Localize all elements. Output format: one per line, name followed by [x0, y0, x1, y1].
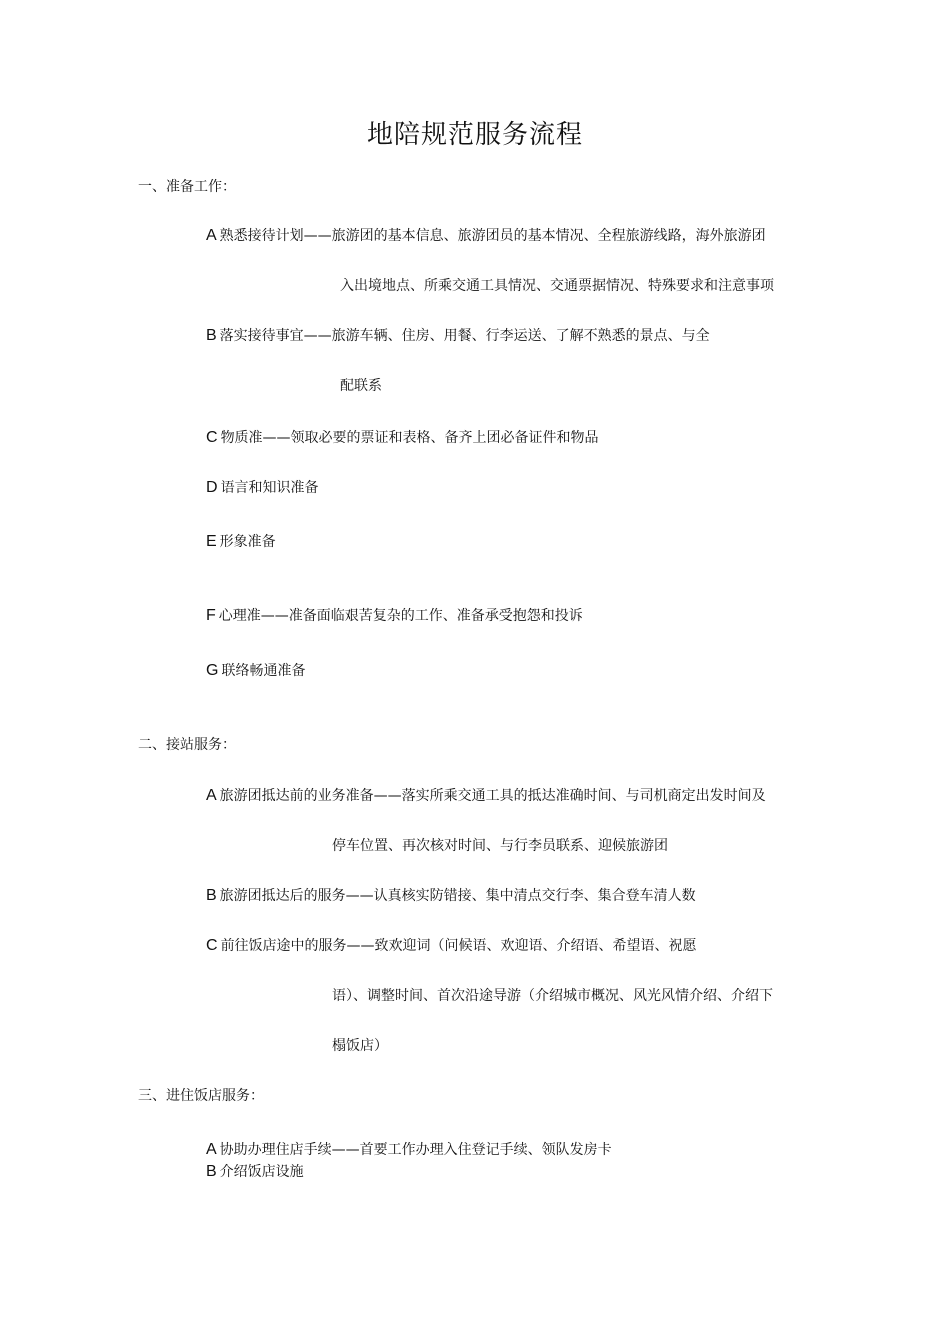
item-text: 物质准——领取必要的票证和表格、备齐上团必备证件和物品 — [220, 430, 599, 446]
item-letter: B — [206, 887, 217, 904]
item-continuation: 榻饭店） — [332, 1038, 388, 1054]
item-text: 联络畅通准备 — [221, 663, 306, 679]
list-item-letter-line — [206, 607, 583, 625]
item-letter: B — [206, 327, 217, 344]
list-item-letter-line — [206, 1163, 304, 1181]
item-letter: G — [206, 662, 219, 679]
list-item-letter-line — [206, 227, 766, 245]
item-letter: B — [206, 1163, 217, 1180]
item-continuation: 入出境地点、所乘交通工具情况、交通票据情况、特殊要求和注意事项 — [340, 278, 774, 294]
item-continuation: 停车位置、再次核对时间、与行李员联系、迎候旅游团 — [332, 838, 668, 854]
list-item-letter-line — [206, 327, 710, 345]
list-item-letter-line — [206, 887, 696, 905]
item-text: 旅游团抵达前的业务准备——落实所乘交通工具的抵达准确时间、与司机商定出发时间及 — [219, 788, 766, 804]
item-text: 协助办理住店手续——首要工作办理入住登记手续、领队发房卡 — [219, 1142, 612, 1158]
list-item-letter-line — [206, 1141, 612, 1159]
item-text: 心理准——准备面临艰苦复杂的工作、准备承受抱怨和投诉 — [218, 608, 583, 624]
document-title: 地陪规范服务流程 — [366, 120, 583, 150]
section-heading: 一、准备工作： — [138, 179, 236, 195]
list-item-letter-line — [206, 787, 766, 805]
item-text: 形象准备 — [219, 534, 276, 550]
item-text: 旅游团抵达后的服务——认真核实防错接、集中清点交行李、集合登车清人数 — [219, 888, 696, 904]
list-item-letter-line — [206, 429, 599, 447]
item-text: 语言和知识准备 — [220, 480, 319, 496]
item-continuation: 配联系 — [340, 378, 382, 394]
list-item-letter-line — [206, 937, 697, 955]
item-letter: E — [206, 533, 217, 550]
item-letter: A — [206, 787, 217, 804]
item-letter: A — [206, 227, 217, 244]
list-item-letter-line — [206, 479, 319, 497]
item-letter: F — [206, 607, 216, 624]
list-item-letter-line — [206, 533, 276, 551]
item-text: 前往饭店途中的服务——致欢迎词（问候语、欢迎语、介绍语、希望语、祝愿 — [220, 938, 697, 954]
section-heading: 二、接站服务： — [138, 737, 236, 753]
list-item-letter-line — [206, 662, 305, 680]
item-letter: D — [206, 479, 218, 496]
item-text: 介绍饭店设施 — [219, 1164, 304, 1180]
item-text: 落实接待事宜——旅游车辆、住房、用餐、行李运送、了解不熟悉的景点、与全 — [219, 328, 710, 344]
item-continuation: 语）、调整时间、首次沿途导游（介绍城市概况、风光风情介绍、介绍下 — [332, 988, 773, 1004]
item-letter: C — [206, 937, 218, 954]
item-letter: C — [206, 429, 218, 446]
item-text: 熟悉接待计划——旅游团的基本信息、旅游团员的基本情况、全程旅游线路，海外旅游团 — [219, 228, 766, 244]
item-letter: A — [206, 1141, 217, 1158]
section-heading: 三、进住饭店服务： — [138, 1088, 264, 1104]
